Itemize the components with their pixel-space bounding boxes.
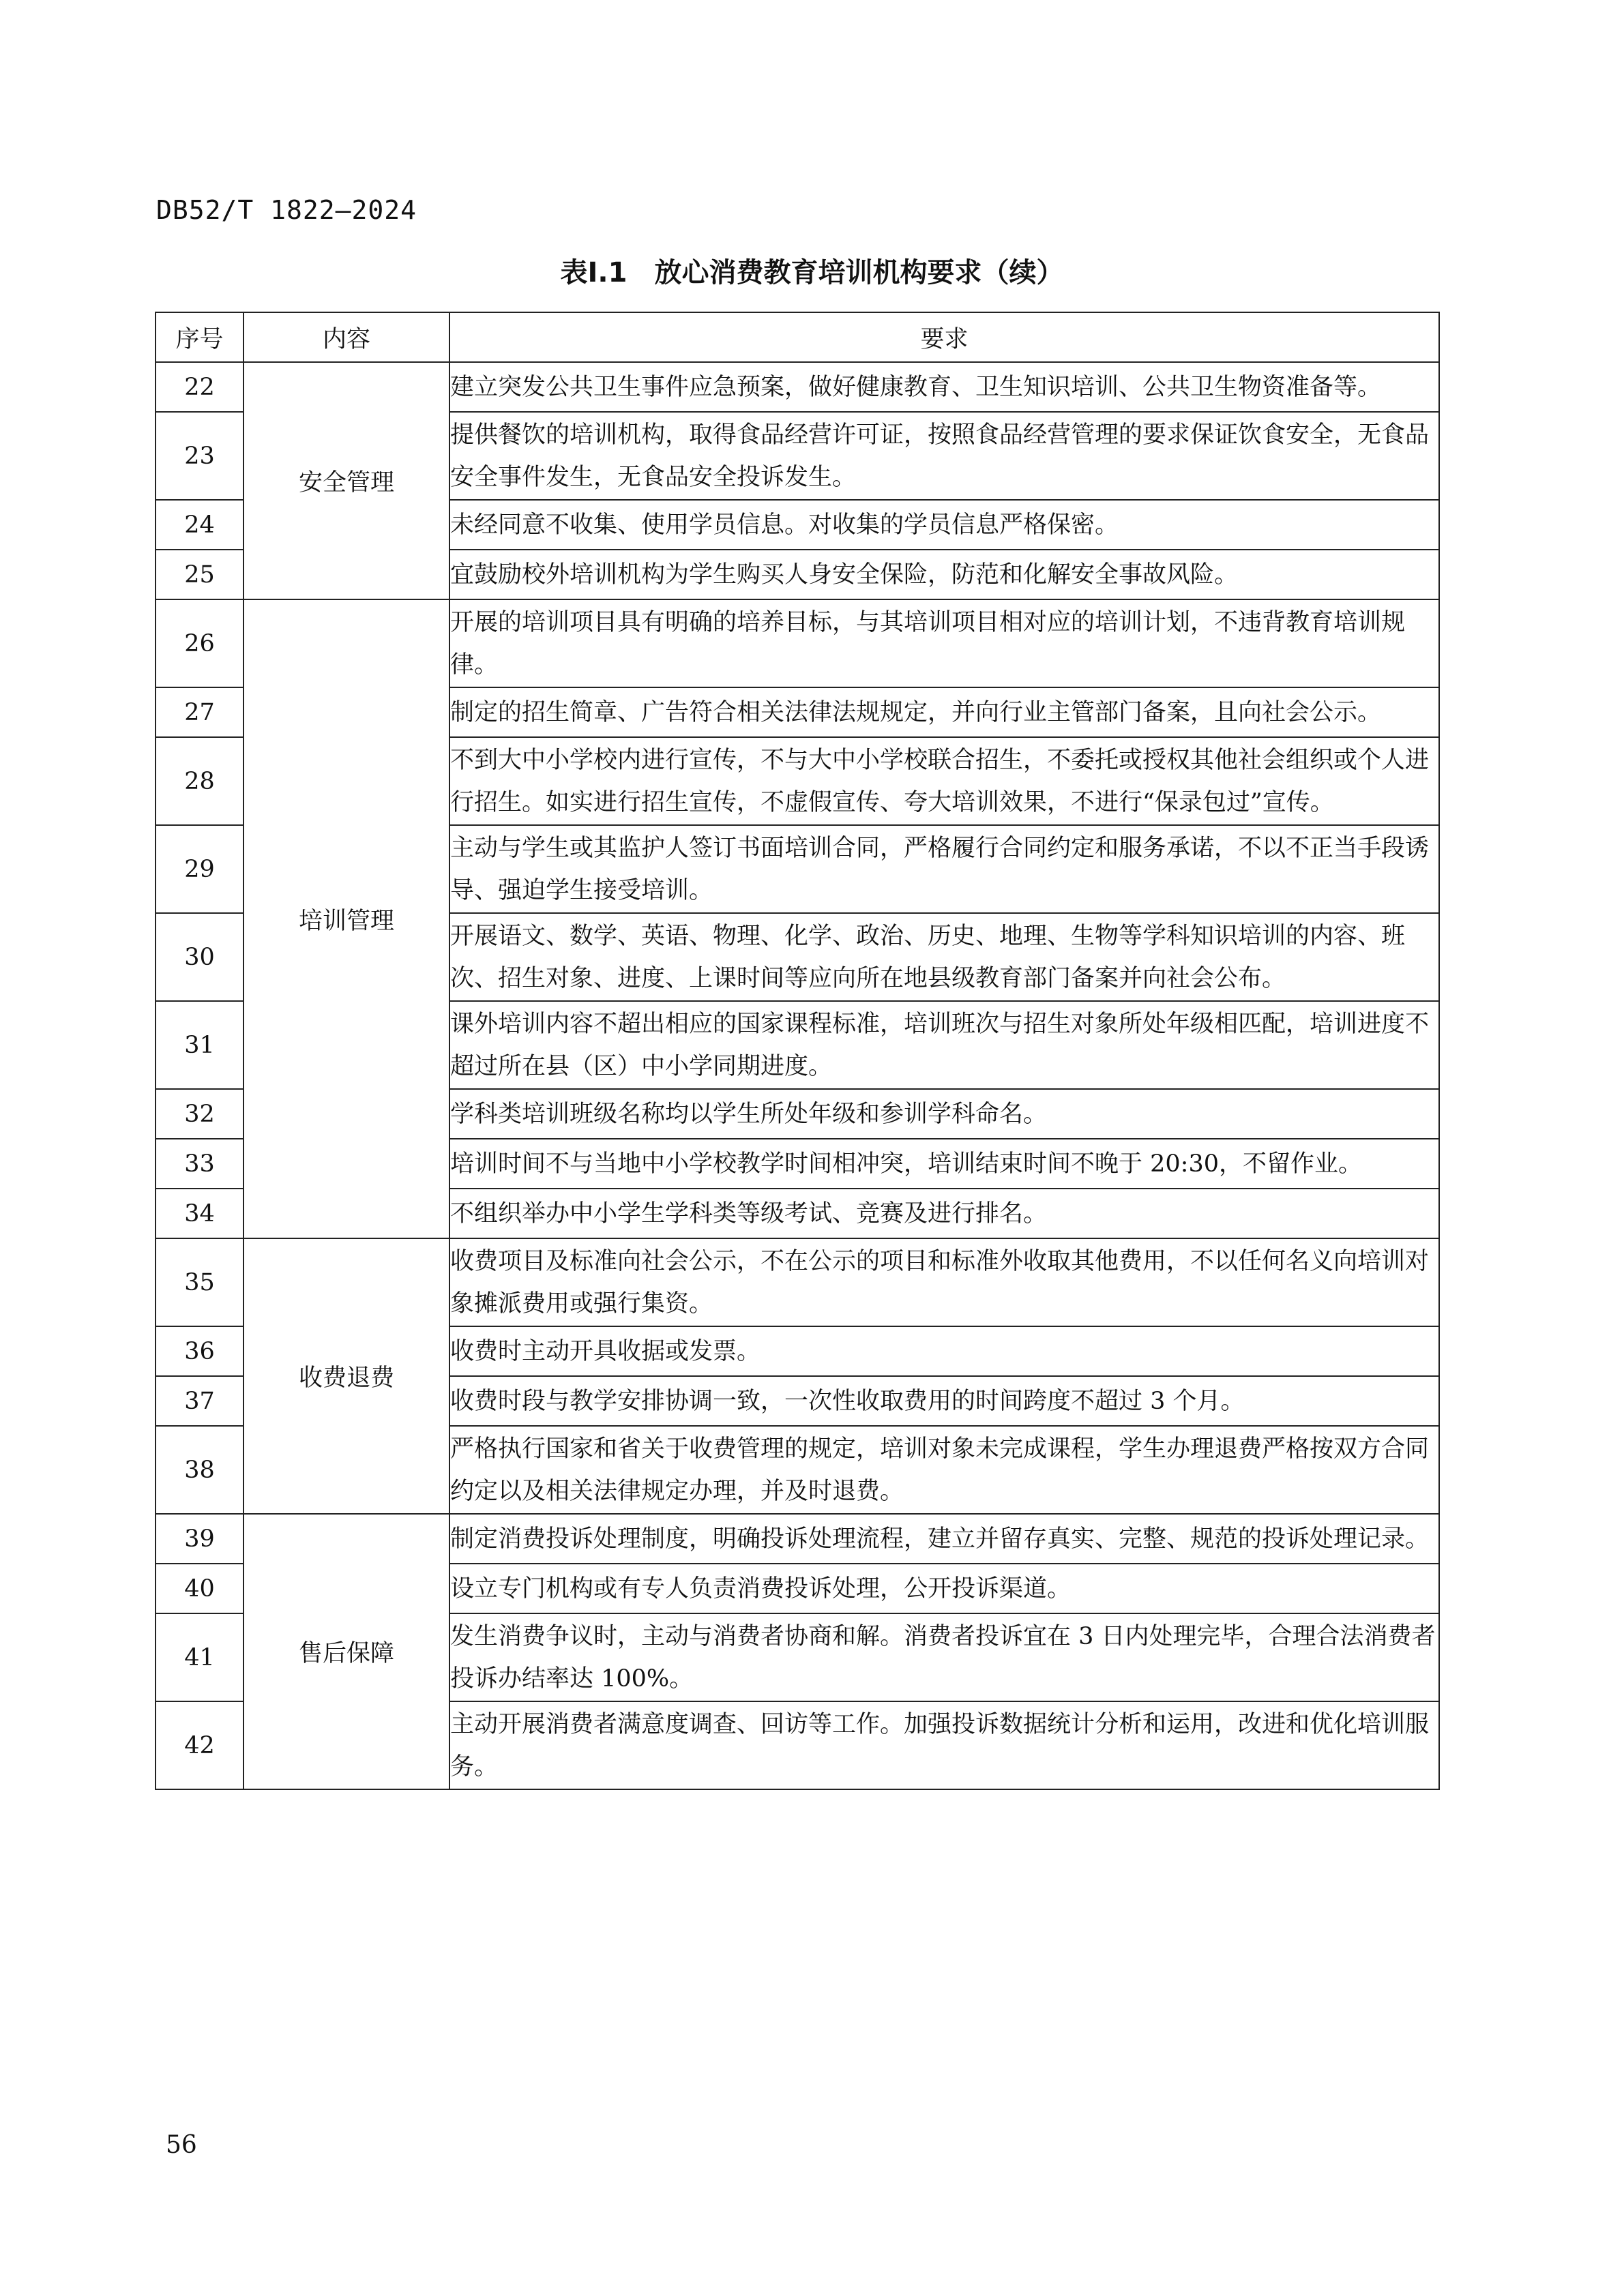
row-number: 39 [156, 1514, 243, 1564]
requirement-text: 发生消费争议时，主动与消费者协商和解。消费者投诉宜在 3 日内处理完毕，合理合法消费者投诉办结率达 100%。 [449, 1613, 1439, 1701]
requirement-text: 学科类培训班级名称均以学生所处年级和参训学科命名。 [449, 1089, 1439, 1139]
requirement-text: 不组织举办中小学生学科类等级考试、竞赛及进行排名。 [449, 1189, 1439, 1238]
table-row [156, 1238, 1439, 1326]
row-number: 40 [156, 1564, 243, 1613]
row-number: 27 [156, 687, 243, 737]
row-number: 26 [156, 599, 243, 687]
requirement-text: 制定的招生简章、广告符合相关法律法规规定，并向行业主管部门备案，且向社会公示。 [449, 687, 1439, 737]
column-header-content: 内容 [243, 312, 449, 362]
requirement-text: 主动与学生或其监护人签订书面培训合同，严格履行合同约定和服务承诺，不以不正当手段诱导、强迫学生接受培训。 [449, 825, 1439, 913]
document-code: DB52/T 1822—2024 [156, 195, 417, 225]
requirement-text: 主动开展消费者满意度调查、回访等工作。加强投诉数据统计分析和运用，改进和优化培训服务。 [449, 1701, 1439, 1789]
requirement-text: 制定消费投诉处理制度，明确投诉处理流程，建立并留存真实、完整、规范的投诉处理记录。 [449, 1514, 1439, 1564]
row-number: 37 [156, 1376, 243, 1426]
row-number: 33 [156, 1139, 243, 1189]
requirement-text: 收费时段与教学安排协调一致，一次性收取费用的时间跨度不超过 3 个月。 [449, 1376, 1439, 1426]
row-number: 42 [156, 1701, 243, 1789]
table-row [156, 1514, 1439, 1564]
row-number: 32 [156, 1089, 243, 1139]
requirement-text: 课外培训内容不超出相应的国家课程标准，培训班次与招生对象所处年级相匹配，培训进度不超过所在县（区）中小学同期进度。 [449, 1001, 1439, 1089]
row-number: 35 [156, 1238, 243, 1326]
category-cell: 售后保障 [243, 1514, 449, 1789]
page-number: 56 [166, 2131, 197, 2159]
row-number: 29 [156, 825, 243, 913]
requirement-text: 提供餐饮的培训机构，取得食品经营许可证，按照食品经营管理的要求保证饮食安全，无食品安全事件发生，无食品安全投诉发生。 [449, 412, 1439, 500]
requirement-text: 设立专门机构或有专人负责消费投诉处理，公开投诉渠道。 [449, 1564, 1439, 1613]
requirement-text: 未经同意不收集、使用学员信息。对收集的学员信息严格保密。 [449, 500, 1439, 550]
row-number: 23 [156, 412, 243, 500]
table-row [156, 599, 1439, 687]
row-number: 38 [156, 1426, 243, 1514]
column-header-no: 序号 [156, 312, 243, 362]
category-cell: 培训管理 [243, 599, 449, 1238]
column-header-requirement: 要求 [449, 312, 1439, 362]
category-cell: 收费退费 [243, 1238, 449, 1514]
requirement-text: 严格执行国家和省关于收费管理的规定，培训对象未完成课程，学生办理退费严格按双方合同约定以及相关法律规定办理，并及时退费。 [449, 1426, 1439, 1514]
requirement-text: 收费项目及标准向社会公示，不在公示的项目和标准外收取其他费用，不以任何名义向培训对象摊派费用或强行集资。 [449, 1238, 1439, 1326]
table-row [156, 362, 1439, 412]
requirement-text: 开展语文、数学、英语、物理、化学、政治、历史、地理、生物等学科知识培训的内容、班次、招生对象、进度、上课时间等应向所在地县级教育部门备案并向社会公布。 [449, 913, 1439, 1001]
row-number: 22 [156, 362, 243, 412]
category-cell: 安全管理 [243, 362, 449, 599]
requirement-text: 收费时主动开具收据或发票。 [449, 1326, 1439, 1376]
requirement-text: 不到大中小学校内进行宣传，不与大中小学校联合招生，不委托或授权其他社会组织或个人进行招生。如实进行招生宣传，不虚假宣传、夸大培训效果，不进行“保录包过”宣传。 [449, 737, 1439, 825]
row-number: 28 [156, 737, 243, 825]
requirement-text: 开展的培训项目具有明确的培养目标，与其培训项目相对应的培训计划，不违背教育培训规律。 [449, 599, 1439, 687]
row-number: 25 [156, 550, 243, 599]
row-number: 31 [156, 1001, 243, 1089]
row-number: 36 [156, 1326, 243, 1376]
requirement-text: 培训时间不与当地中小学校教学时间相冲突，培训结束时间不晚于 20:30，不留作业。 [449, 1139, 1439, 1189]
requirement-text: 建立突发公共卫生事件应急预案，做好健康教育、卫生知识培训、公共卫生物资准备等。 [449, 362, 1439, 412]
requirements-table [155, 312, 1440, 1790]
row-number: 41 [156, 1613, 243, 1701]
row-number: 24 [156, 500, 243, 550]
table-header-row [156, 312, 1439, 362]
row-number: 30 [156, 913, 243, 1001]
row-number: 34 [156, 1189, 243, 1238]
requirement-text: 宜鼓励校外培训机构为学生购买人身安全保险，防范和化解安全事故风险。 [449, 550, 1439, 599]
table-title: 表I.1 放心消费教育培训机构要求（续） [560, 257, 1064, 288]
